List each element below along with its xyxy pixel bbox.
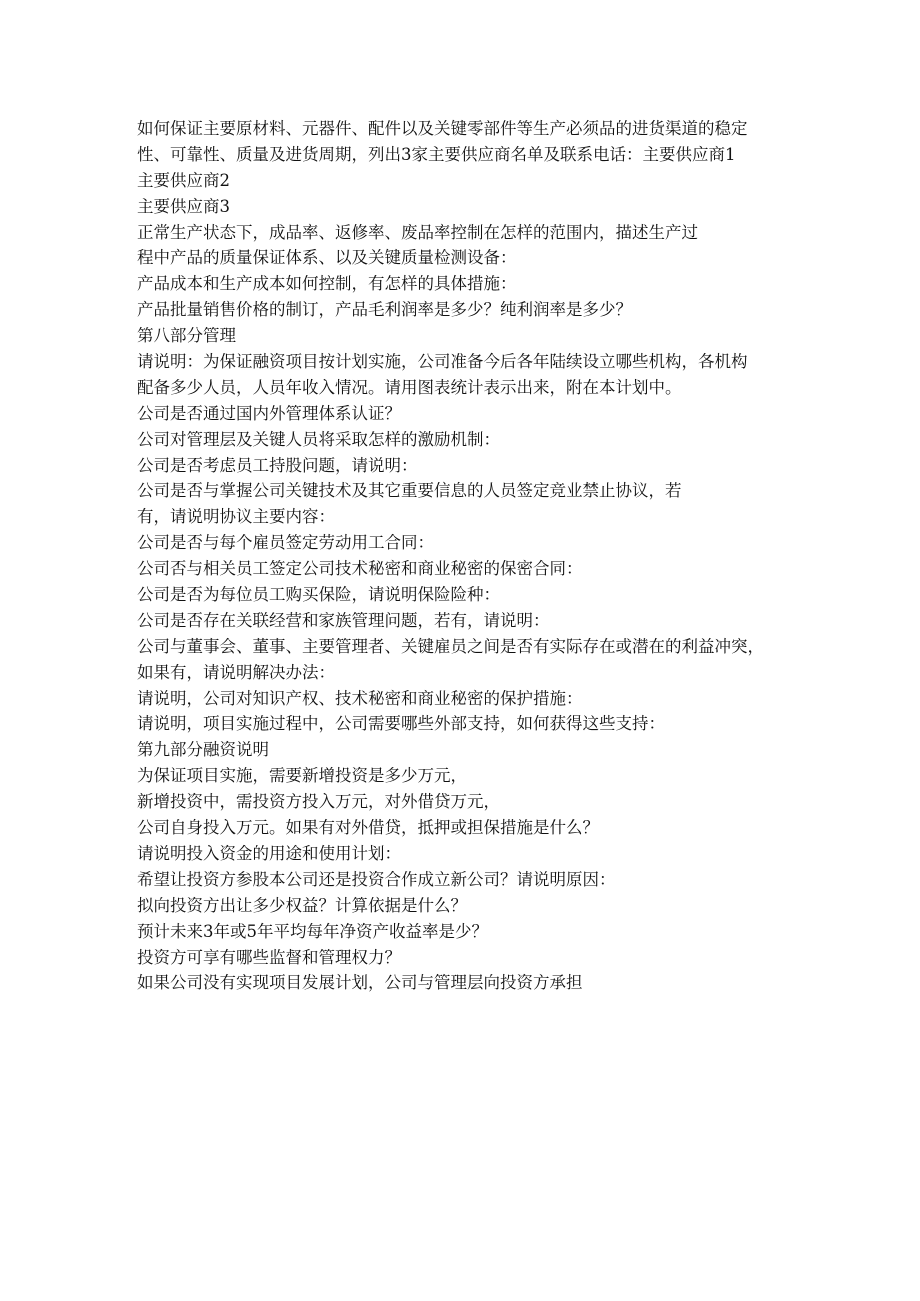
text-line: 公司是否通过国内外管理体系认证？ <box>137 403 401 423</box>
text-line: 性、可靠性、质量及进货周期，列出3家主要供应商名单及联系电话：主要供应商1 <box>137 144 736 164</box>
text-line: 主要供应商3 <box>137 196 230 216</box>
text-line: 正常生产状态下，成品率、返修率、废品率控制在怎样的范围内，描述生产过 <box>137 222 698 242</box>
text-line: 公司是否为每位员工购买保险，请说明保险险种： <box>137 585 500 605</box>
text-line: 公司自身投入万元。如果有对外借贷，抵押或担保措施是什么？ <box>137 818 599 838</box>
text-line: 公司否与相关员工签定公司技术秘密和商业秘密的保密合同： <box>137 559 583 579</box>
text-line: 如何保证主要原材料、元器件、配件以及关键零部件等生产必须品的进货渠道的稳定 <box>137 119 748 138</box>
text-line: 产品批量销售价格的制订，产品毛利润率是多少？纯利润率是多少？ <box>137 300 632 320</box>
text-line: 产品成本和生产成本如何控制，有怎样的具体措施： <box>137 274 517 294</box>
text-line: 请说明：为保证融资项目按计划实施，公司准备今后各年陆续设立哪些机构，各机构 <box>137 352 748 372</box>
text-line: 公司对管理层及关键人员将采取怎样的激励机制： <box>137 429 500 449</box>
text-line: 公司是否与掌握公司关键技术及其它重要信息的人员签定竞业禁止协议，若 <box>137 481 682 501</box>
text-line: 主要供应商2 <box>137 170 230 190</box>
text-line: 拟向投资方出让多少权益？计算依据是什么？ <box>137 895 467 915</box>
text-line: 请说明投入资金的用途和使用计划： <box>137 843 401 863</box>
text-line: 为保证项目实施，需要新增投资是多少万元， <box>137 766 467 786</box>
text-line: 公司是否与每个雇员签定劳动用工合同： <box>137 533 434 553</box>
text-line: 新增投资中，需投资方投入万元，对外借贷万元， <box>137 792 500 812</box>
text-line: 预计未来3年或5年平均每年净资产收益率是少？ <box>137 921 488 941</box>
text-line: 希望让投资方参股本公司还是投资合作成立新公司？请说明原因： <box>137 869 616 889</box>
text-line: 公司与董事会、董事、主要管理者、关键雇员之间是否有实际存在或潜在的利益冲突， <box>137 636 764 656</box>
text-line: 如果公司没有实现项目发展计划，公司与管理层向投资方承担 <box>137 973 583 993</box>
text-line: 如果有，请说明解决办法： <box>137 662 335 682</box>
text-line: 有，请说明协议主要内容： <box>137 507 335 527</box>
text-line: 公司是否考虑员工持股问题，请说明： <box>137 455 418 475</box>
text-line: 投资方可享有哪些监督和管理权力？ <box>137 947 401 967</box>
section-heading: 第九部分融资说明 <box>137 740 269 760</box>
section-heading: 第八部分管理 <box>137 326 236 346</box>
text-line: 请说明，公司对知识产权、技术秘密和商业秘密的保护措施： <box>137 688 583 708</box>
document-body <box>137 116 787 996</box>
text-line: 请说明，项目实施过程中，公司需要哪些外部支持，如何获得这些支持： <box>137 714 665 734</box>
text-line: 程中产品的质量保证体系、以及关键质量检测设备： <box>137 248 517 268</box>
text-line: 公司是否存在关联经营和家族管理问题，若有，请说明： <box>137 610 550 630</box>
text-line: 配备多少人员，人员年收入情况。请用图表统计表示出来，附在本计划中。 <box>137 377 682 397</box>
